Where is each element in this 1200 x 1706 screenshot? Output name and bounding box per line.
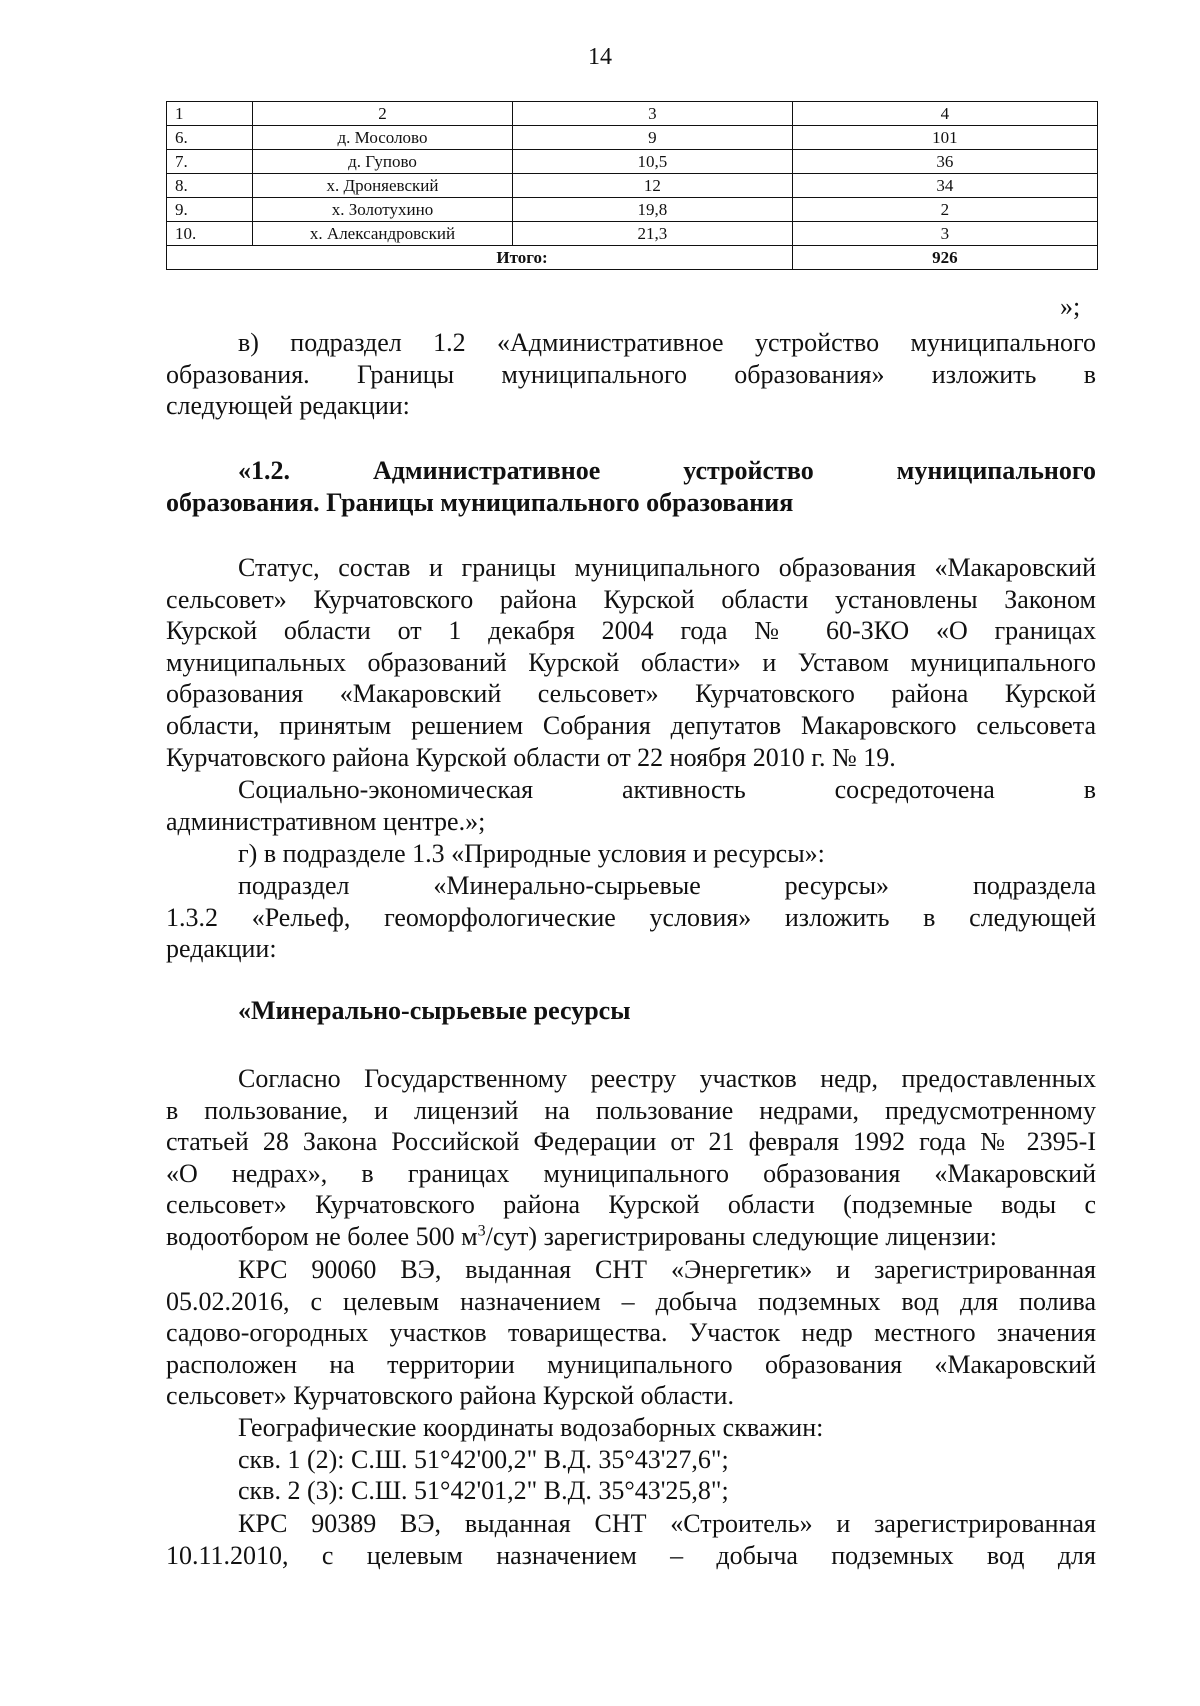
table-cell: х. Александровский [252,222,512,246]
social-paragraph [166,774,1096,837]
table-cell: 21,3 [513,222,793,246]
text-line: следующей редакции: [166,391,410,421]
table-cell: х. Дроняевский [252,174,512,198]
table-header-cell: 4 [792,102,1097,126]
text-line: образования «Макаровский сельсовет» Курчатовского района Курской [166,679,1096,709]
text-line: Согласно Государственному реестру участков недр, предоставленных [238,1064,1096,1093]
table-cell: д. Мосолово [252,126,512,150]
text-line: сельсовет» Курчатовского района Курской области (подземные воды с [166,1190,1096,1220]
table-cell: 9 [513,126,793,150]
settlements-table [166,101,1098,270]
table-cell: 9. [167,198,253,222]
table-row [167,126,1098,150]
table-row [167,198,1098,222]
subsection-paragraph [166,870,1096,965]
table-cell: 10,5 [513,150,793,174]
well-coordinates: скв. 1 (2): С.Ш. 51°42'00,2" В.Д. 35°43'27,6"; [238,1444,729,1474]
table-cell: 19,8 [513,198,793,222]
text-line: Курской области от 1 декабря 2004 года № 60-ЗКО «О границах [166,616,1096,646]
text-line: области, принятым решением Собрания депутатов Макаровского сельсовета [166,710,1096,740]
heading-1-2 [166,455,1096,518]
text-line: 1.3.2 «Рельеф, геоморфологические условия» изложить в следующей [166,902,1096,932]
table-cell: 34 [792,174,1097,198]
table-header-cell: 1 [167,102,253,126]
text-line: в) подраздел 1.2 «Административное устройство муниципального [238,328,1096,357]
text-line: редакции: [166,934,277,964]
table-cell: д. Гупово [252,150,512,174]
text-line: КРС 90389 ВЭ, выданная СНТ «Строитель» и зарегистрированная [238,1509,1096,1538]
heading-line: образования. Границы муниципального образования [166,487,794,517]
superscript: 3 [477,1222,486,1240]
section-v-paragraph [166,327,1096,422]
table-header-cell: 3 [513,102,793,126]
text-line: административном центре.»; [166,806,486,836]
text-line: Курчатовского района Курской области от 22 ноября 2010 г. № 19. [166,742,896,772]
status-paragraph [166,552,1096,773]
table-header-cell: 2 [252,102,512,126]
text-line: подраздел «Минерально-сырьевые ресурсы» подраздела [238,871,1096,900]
registry-paragraph [166,1063,1096,1253]
text-line: расположен на территории муниципального образования «Макаровский [166,1349,1096,1379]
heading-mineral [166,995,1096,1027]
table-cell: 12 [513,174,793,198]
text-line: Статус, состав и границы муниципального образования «Макаровский [238,553,1096,582]
section-g-paragraph [166,838,1096,870]
text-line: Социально-экономическая активность сосредоточена в [238,775,1096,804]
well-coordinates: скв. 2 (3): С.Ш. 51°42'01,2" В.Д. 35°43'25,8"; [238,1476,729,1506]
total-value: 926 [792,246,1097,270]
text-line: в пользование, и лицензий на пользование недрами, предусмотренному [166,1095,1096,1125]
page-number: 14 [588,44,612,70]
text-line: сельсовет» Курчатовского района Курской области установлены Законом [166,584,1096,614]
table-closing-quote: »; [1060,292,1081,321]
text-line: г) в подразделе 1.3 «Природные условия и ресурсы»: [238,839,825,868]
license-2-paragraph [166,1508,1096,1571]
table-cell: 8. [167,174,253,198]
text-line: 05.02.2016, с целевым назначением – добыча подземных вод для полива [166,1286,1096,1316]
heading-line: «Минерально-сырьевые ресурсы [238,996,631,1025]
coordinates-title: Географические координаты водозаборных скважин: [238,1413,824,1442]
text-line: статьей 28 Закона Российской Федерации от 21 февраля 1992 года № 2395-I [166,1127,1096,1157]
text-line: образования. Границы муниципального образования» изложить в [166,359,1096,389]
table-cell: х. Золотухино [252,198,512,222]
table-cell: 36 [792,150,1097,174]
license-1-paragraph [166,1254,1096,1412]
total-label: Итого: [167,246,793,270]
table-cell: 2 [792,198,1097,222]
table-total-row [167,246,1098,270]
text-fragment: водоотбором не более 500 м [166,1221,478,1251]
heading-line: «1.2. Административное устройство муниципального [238,456,1096,485]
text-line: КРС 90060 ВЭ, выданная СНТ «Энергетик» и зарегистрированная [238,1255,1096,1284]
coordinates-block [166,1412,1096,1507]
table-row [167,150,1098,174]
table-header-row [167,102,1098,126]
table-cell: 6. [167,126,253,150]
table-row [167,174,1098,198]
text-line: садово-огородных участков товарищества. Участок недр местного значения [166,1318,1096,1348]
table-cell: 7. [167,150,253,174]
table-row [167,222,1098,246]
text-line: 10.11.2010, с целевым назначением – добыча подземных вод для [166,1540,1096,1570]
text-line: муниципальных образований Курской области» и Уставом муниципального [166,647,1096,677]
table-cell: 101 [792,126,1097,150]
table-cell: 3 [792,222,1097,246]
text-line [166,1221,1096,1253]
text-line: «О недрах», в границах муниципального образования «Макаровский [166,1158,1096,1188]
text-fragment: /сут) зарегистрированы следующие лицензии: [485,1221,997,1251]
text-line: сельсовет» Курчатовского района Курской области. [166,1381,734,1411]
table-cell: 10. [167,222,253,246]
